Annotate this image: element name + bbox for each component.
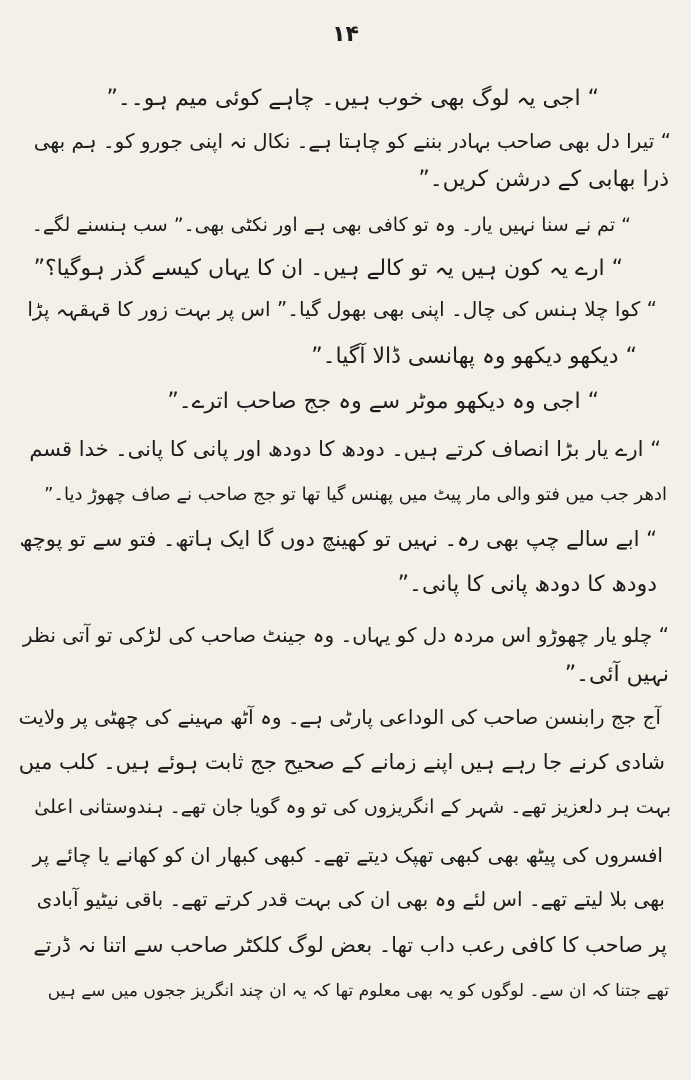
- text-line: “ تیرا دل بھی صاحب بہادر بننے کو چاہتا ہے۔ نکال نہ اپنی جورو کو۔ ہم بھی: [33, 129, 671, 153]
- text-line: “ ارے یہ کون ہیں یہ تو کالے ہیں۔ ان کا یہاں کیسے گذر ہوگیا؟”: [33, 256, 623, 281]
- text-line: “ دیکھو دیکھو وہ پھانسی ڈالا آگیا۔”: [311, 344, 637, 369]
- text-line: “ تم نے سنا نہیں یار۔ وہ تو کافی بھی ہے اور نکٹی بھی۔” سب ہنسنے لگے۔: [31, 214, 631, 236]
- text-line: بھی بلا لیتے تھے۔ اس لئے وہ بھی ان کی بہت قدر کرتے تھے۔ باقی نیٹیو آبادی: [36, 887, 665, 911]
- text-line: ادھر جب میں فتو والی مار پیٹ میں پھنس گیا تھا تو جج صاحب نے صاف چھوڑ دیا۔”: [44, 484, 667, 505]
- text-line: پر صاحب کا کافی رعب داب تھا۔ بعض لوگ کلکٹر صاحب سے اتنا نہ ڈرتے: [33, 933, 667, 957]
- text-line: شادی کرنے جا رہے ہیں اپنے زمانے کے صحیح جج ثابت ہوئے ہیں۔ کلب میں: [18, 750, 665, 774]
- text-line: “ چلو یار چھوڑو اس مردہ دل کو یہاں۔ وہ جینٹ صاحب کی لڑکی تو آتی نظر: [22, 623, 669, 647]
- text-line: ذرا بھابی کے درشن کریں۔”: [418, 167, 669, 192]
- text-line: “ کوا چلا ہنس کی چال۔ اپنی بھی بھول گیا۔” اس پر بہت زور کا قہقہہ پڑا: [27, 297, 657, 321]
- text-line: نہیں آئی۔”: [564, 662, 669, 687]
- text-line: تھے جتنا کہ ان سے۔ لوگوں کو یہ بھی معلوم تھا کہ یہ ان چند انگریز ججوں میں سے ہیں: [47, 981, 669, 1001]
- page-number: ۱۴: [332, 22, 359, 47]
- text-line: “ ابے سالے چپ بھی رہ۔ نہیں تو کھینچ دوں گا ایک ہاتھ۔ فتو سے تو پوچھ: [19, 527, 657, 551]
- text-line: آج جج رابنسن صاحب کی الوداعی پارٹی ہے۔ وہ آٹھ مہینے کی چھٹی پر ولایت: [18, 705, 661, 729]
- text-line: بہت ہر دلعزیز تھے۔ شہر کے انگریزوں کی تو وہ گویا جان تھے۔ ہندوستانی اعلیٰ: [34, 796, 671, 818]
- text-line: دودھ کا دودھ پانی کا پانی۔”: [397, 572, 657, 597]
- text-line: “ اجی وہ دیکھو موٹر سے وہ جج صاحب اترے۔”: [167, 389, 599, 414]
- text-line: “ ارے یار بڑا انصاف کرتے ہیں۔ دودھ کا دودھ اور پانی کا پانی۔ خدا قسم: [29, 437, 661, 461]
- text-line: “ اجی یہ لوگ بھی خوب ہیں۔ چاہے کوئی میم ہو۔۔”: [106, 86, 599, 111]
- text-line: افسروں کی پیٹھ بھی کبھی تھپک دیتے تھے۔ کبھی کبھار ان کو کھانے یا چائے پر: [32, 843, 663, 867]
